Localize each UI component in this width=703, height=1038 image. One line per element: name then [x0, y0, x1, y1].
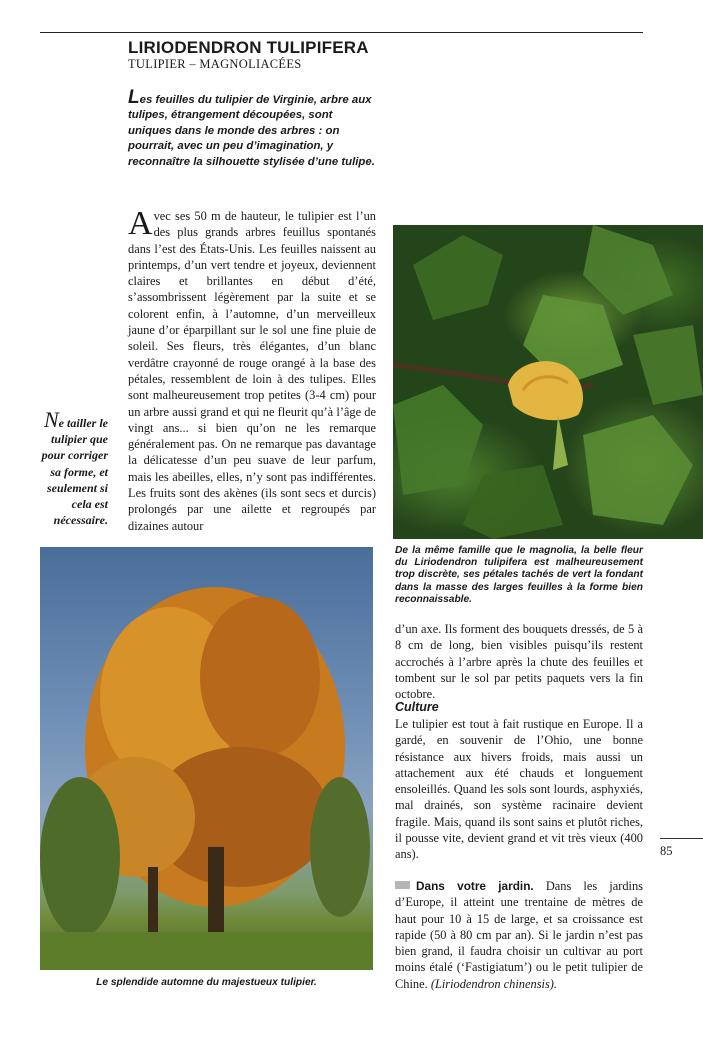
- gray-bullet-marker: [395, 881, 410, 889]
- margin-note-initial: N: [43, 407, 59, 432]
- top-rule: [40, 32, 643, 33]
- margin-note-text: e tailler le tulipier que pour corriger sa forme, et seulement si cela est nécessaire.: [41, 416, 108, 528]
- culture-paragraph: Le tulipier est tout à fait rustique en Europe. Il a gardé, en souvenir de l’Ohio, une bonne résistance aux hivers froids, mais aussi un attachement aux été chauds et longuement ensoleillés. Quand les sols sont lourds, asphyxiés, mal drainés, son système racinaire devient fragile. Mais, quand ils sont sains et plutôt riches, il pousse vite, devient grand et vit très vieux (400 ans).: [395, 717, 643, 862]
- intro-initial: L: [128, 87, 140, 108]
- page-number: 85: [660, 844, 673, 858]
- intro-paragraph: [128, 87, 376, 170]
- page-number-rule: [660, 838, 703, 839]
- autumn-tree-photo: [40, 547, 373, 970]
- section-heading-culture: Culture: [395, 700, 439, 714]
- tree-photo-caption: Le splendide automne du majestueux tulipier.: [96, 977, 317, 988]
- garden-heading: Dans votre jardin.: [416, 879, 534, 893]
- body-column-left: [128, 205, 376, 534]
- garden-latin-name: (Liriodendron chinensis).: [430, 976, 558, 991]
- garden-paragraph: [395, 878, 643, 992]
- body-paragraph-1: vec ses 50 m de hauteur, le tulipier est l’un des plus grands arbres feuillus spontanés dans l’est des États-Unis. Les feuilles naissent au printemps, d’un vert tendre et joyeux, deviennent claires et brillantes en début d’été, s’assombrissent légèrement par la suite et se colorent enfin, à l’automne, d’un merveilleux jaune d’or éparpillant sur le sol une fine pluie de soleil. Ses fleurs, très élégantes, d’un blanc verdâtre crayonné de rouge orangé à la base des pétales, ressemblent de loin à des tulipes. Elles sont malheureusement trop petites (3-4 cm) pour un arbre aussi grand et qui ne fleurit qu’à l’âge de vingt ans... si bien qu’on ne les remarque généralement pas. On ne remarque pas davantage la délicatesse d’un peu suave de leur parfum, mais les abeilles, elles, n’y sont pas indifférentes. Les fruits sont des akènes (ils sont secs et durcis) prolongés par une ailette et regroupés par dizaines autour: [128, 209, 376, 533]
- margin-note: [40, 407, 108, 528]
- tulip-flower-photo: [393, 225, 703, 539]
- tulip-flower-illustration: [393, 225, 703, 539]
- intro-text: es feuilles du tulipier de Virginie, arbre aux tulipes, étrangement découpées, sont uniques dans le monde des arbres : on pourrait, avec un peu d’imagination, y reconnaître la silhouette stylisée d’une tulipe.: [128, 94, 375, 168]
- autumn-tree-illustration: [40, 547, 373, 970]
- page-title: LIRIODENDRON TULIPIFERA: [128, 38, 369, 57]
- flower-photo-caption: De la même famille que le magnolia, la belle fleur du Liriodendron tulipifera est malheureusement trop discrète, ses pétales tachés de vert la fondant dans la masse des larges feuilles à la forme bien reconnaissable.: [395, 545, 643, 605]
- drop-cap: A: [128, 205, 153, 242]
- body-paragraph-1-continued: d’un axe. Ils forment des bouquets dressés, de 5 à 8 cm de long, bien visibles puisqu’ils restent accrochés à l’arbre après la chute des feuilles et tombent sur le sol par petits paquets vers la fin octobre.: [395, 622, 643, 702]
- garden-text: Dans les jardins d’Europe, il atteint une trentaine de mètres de haut pour 10 à 15 de large, et sa croissance est rapide (50 à 80 cm par an). Si le jardin n’est pas bien grand, il faudra choisir un cultivar au port moins étalé (‘Fastigiatum’) ou le petit tulipier de Chine.: [395, 879, 643, 991]
- page-subtitle: TULIPIER – MAGNOLIACÉES: [128, 57, 302, 71]
